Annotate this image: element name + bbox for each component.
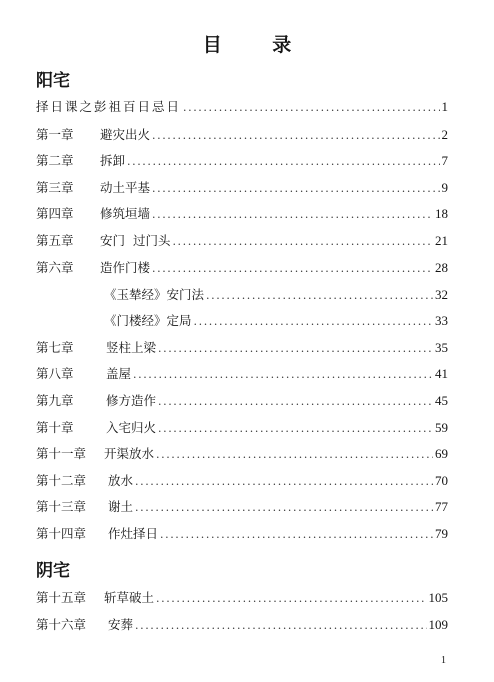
toc-entry-page: 70 — [435, 473, 448, 488]
toc-entry-page: 105 — [428, 590, 448, 605]
toc-entry[interactable] — [36, 257, 448, 279]
toc-entry-chapter: 第九章 — [36, 393, 74, 408]
toc-entry-page: 109 — [428, 617, 448, 632]
toc-leader-dots — [127, 151, 439, 173]
toc-entry-page: 79 — [435, 526, 448, 541]
toc-entry[interactable] — [36, 470, 448, 492]
toc-entry-title: 避灾出火 — [100, 127, 151, 142]
toc-leader-dots — [172, 231, 433, 253]
toc-leader-dots — [160, 524, 433, 546]
toc-entry-chapter: 第十四章 — [36, 526, 87, 541]
toc-entry-page: 41 — [435, 366, 448, 381]
toc-entry-page: 21 — [435, 233, 448, 248]
toc-entry-chapter: 第四章 — [36, 206, 74, 221]
toc-leader-dots — [194, 311, 433, 333]
toc-entry-title: 《门楼经》定局 — [104, 313, 192, 328]
toc-entry[interactable] — [36, 337, 448, 359]
toc-entry[interactable] — [36, 124, 448, 146]
toc-entry-title: 谢土 — [108, 499, 134, 514]
toc-entry-page: 28 — [435, 260, 448, 275]
toc-leader-dots — [135, 615, 426, 637]
toc-entry-page: 9 — [441, 180, 448, 195]
toc-entry-page: 1 — [441, 99, 448, 114]
toc-leader-dots — [183, 97, 439, 119]
toc-entry[interactable] — [36, 417, 448, 439]
toc-entry-title: 安葬 — [108, 617, 134, 632]
toc-entry[interactable] — [36, 523, 448, 545]
toc-entry-title: 造作门楼 — [100, 260, 151, 275]
toc-entry-chapter: 第六章 — [36, 260, 74, 275]
toc-entry[interactable] — [36, 390, 448, 412]
toc-entry[interactable] — [36, 443, 448, 465]
toc-leader-dots — [152, 204, 433, 226]
toc-entry-chapter: 第十章 — [36, 420, 74, 435]
page-title: 目 录 — [202, 34, 314, 56]
section-heading-yin: 阴宅 — [36, 561, 70, 581]
toc-entry-page: 45 — [435, 393, 448, 408]
toc-entry-chapter: 第三章 — [36, 180, 74, 195]
toc-entry-title: 修筑垣墙 — [100, 206, 151, 221]
toc-entry-chapter: 第二章 — [36, 153, 74, 168]
toc-entry-chapter: 第七章 — [36, 340, 74, 355]
toc-entry[interactable] — [36, 96, 448, 118]
toc-leader-dots — [135, 497, 433, 519]
toc-entry-chapter: 第十二章 — [36, 473, 87, 488]
toc-entry-title: 作灶择日 — [108, 526, 159, 541]
toc-entry[interactable] — [36, 614, 448, 636]
toc-entry-chapter: 第十五章 — [36, 590, 87, 605]
toc-entry-page: 2 — [441, 127, 448, 142]
toc-entry-title: 斩草破土 — [104, 590, 155, 605]
toc-entry-page: 69 — [435, 446, 448, 461]
toc-entry[interactable] — [36, 203, 448, 225]
toc-leader-dots — [156, 588, 426, 610]
toc-entry-title: 《玉辇经》安门法 — [104, 287, 205, 302]
toc-entry-title: 安门 过门头 — [100, 233, 171, 248]
toc-entry-page: 77 — [435, 499, 448, 514]
toc-entry-title: 入宅归火 — [106, 420, 157, 435]
toc-entry-title: 盖屋 — [106, 366, 132, 381]
toc-subentry[interactable] — [104, 284, 448, 306]
toc-entry-title: 拆卸 — [100, 153, 126, 168]
toc-leader-dots — [158, 391, 433, 413]
toc-leader-dots — [133, 364, 433, 386]
toc-entry-chapter: 第十三章 — [36, 499, 87, 514]
toc-entry-chapter: 第八章 — [36, 366, 74, 381]
toc-leader-dots — [152, 125, 439, 147]
toc-leader-dots — [135, 471, 433, 493]
toc-leader-dots — [158, 418, 433, 440]
toc-entry-title: 修方造作 — [106, 393, 157, 408]
toc-entry-chapter: 第十六章 — [36, 617, 87, 632]
toc-entry-title: 动土平基 — [100, 180, 151, 195]
toc-entry-title: 择日课之彭祖百日忌日 — [36, 99, 182, 114]
toc-entry-page: 7 — [441, 153, 448, 168]
page-number: 1 — [441, 655, 446, 666]
toc-entry-title: 竖柱上梁 — [106, 340, 157, 355]
toc-leader-dots — [152, 178, 439, 200]
toc-entry-chapter: 第十一章 — [36, 446, 87, 461]
toc-entry-page: 18 — [435, 206, 448, 221]
toc-entry[interactable] — [36, 150, 448, 172]
toc-entry-title: 放水 — [108, 473, 134, 488]
toc-leader-dots — [156, 444, 433, 466]
toc-leader-dots — [206, 285, 433, 307]
toc-entry[interactable] — [36, 177, 448, 199]
section-heading-yang: 阳宅 — [36, 71, 70, 91]
toc-entry[interactable] — [36, 496, 448, 518]
toc-leader-dots — [158, 338, 433, 360]
toc-entry-page: 32 — [435, 287, 448, 302]
toc-entry[interactable] — [36, 363, 448, 385]
toc-entry-page: 33 — [435, 313, 448, 328]
toc-entry-chapter: 第一章 — [36, 127, 74, 142]
toc-entry[interactable] — [36, 230, 448, 252]
toc-entry-page: 59 — [435, 420, 448, 435]
toc-entry-chapter: 第五章 — [36, 233, 74, 248]
toc-entry-page: 35 — [435, 340, 448, 355]
toc-entry-title: 开渠放水 — [104, 446, 155, 461]
toc-subentry[interactable] — [104, 310, 448, 332]
toc-leader-dots — [152, 258, 433, 280]
toc-entry[interactable] — [36, 587, 448, 609]
